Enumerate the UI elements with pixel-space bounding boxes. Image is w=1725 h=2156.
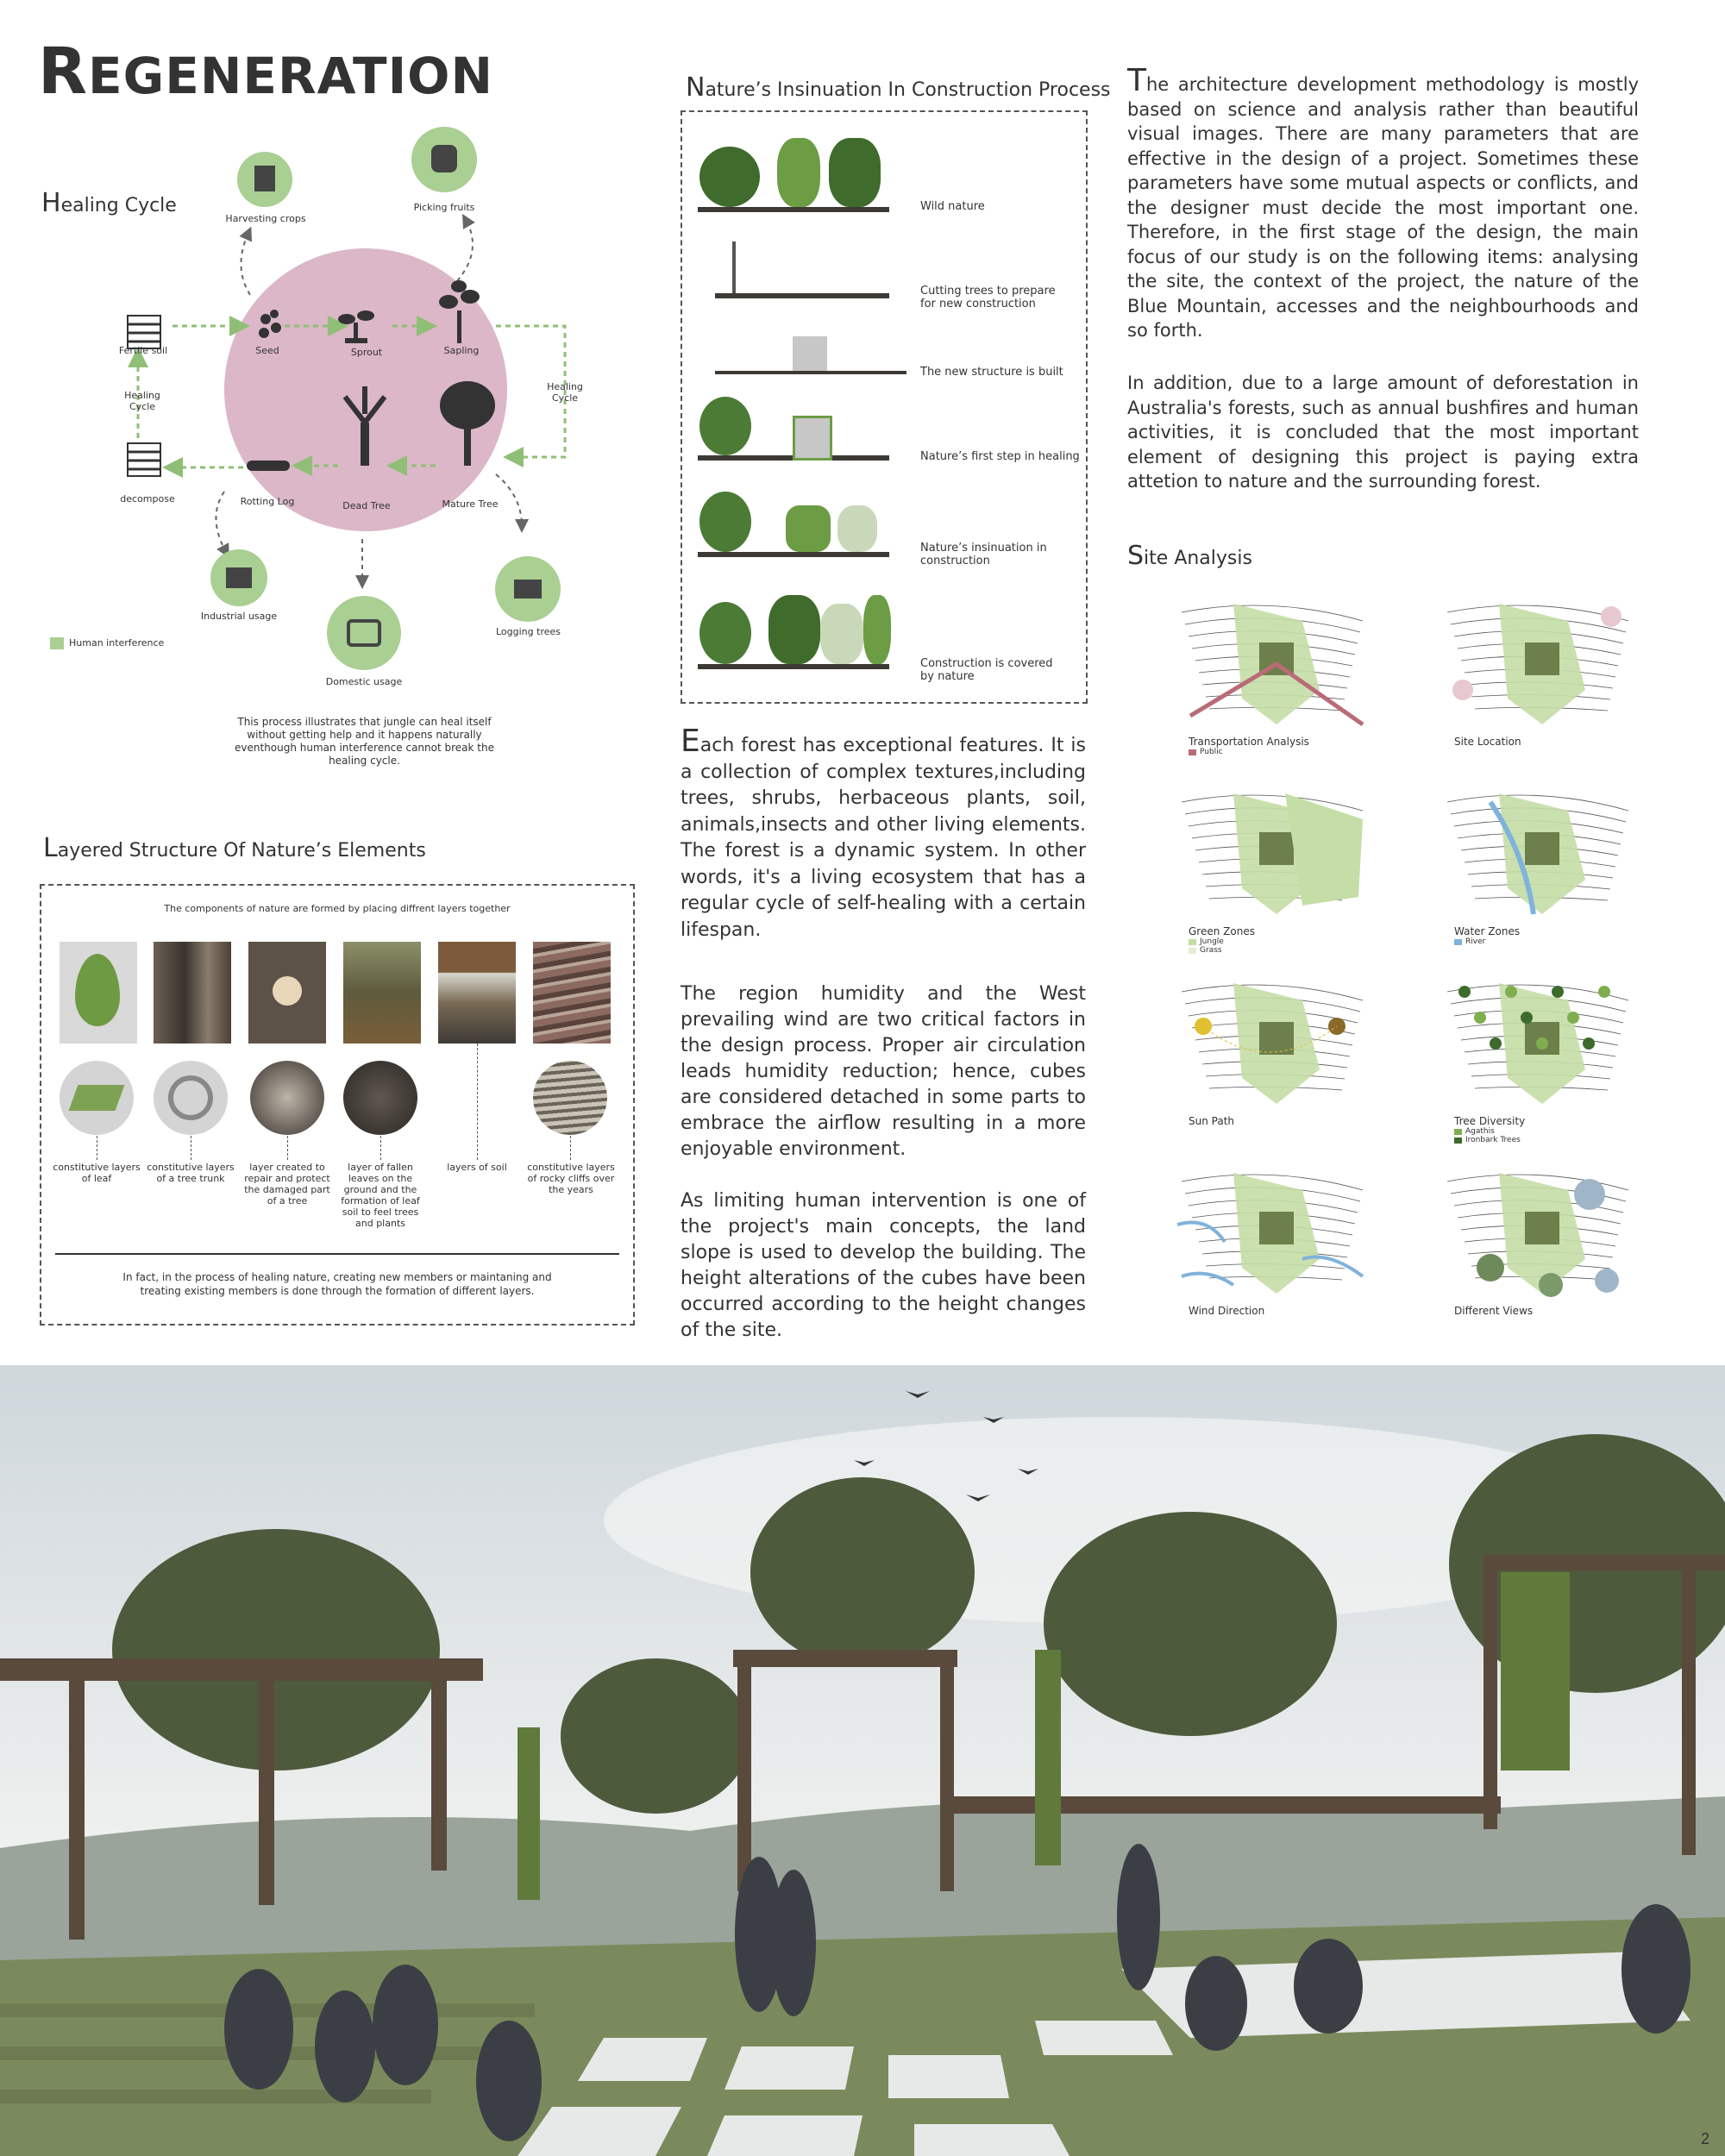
label-healing-cycle-right: Healing Cycle [547, 381, 583, 404]
site-map-2 [1173, 785, 1371, 955]
label-seed: Seed [255, 345, 279, 356]
site-map-title: Wind Direction [1189, 1305, 1265, 1317]
step-label-3: The new structure is built [920, 366, 1063, 379]
label-decompose: decompose [120, 493, 175, 505]
trunk-layers-circle [154, 1061, 228, 1135]
deforestation-paragraph: In addition, due to a large amount of deforestation in Australia's forests, such as annual bushfires and human activities, it is concluded that the most important element of designing this project is paying extra attetion to nature and the surrounding forest. [1127, 373, 1639, 492]
site-map-6 [1173, 1164, 1371, 1317]
label-dead-tree: Dead Tree [342, 500, 391, 511]
site-map-3 [1439, 785, 1637, 946]
site-map-title: Tree Diversity [1454, 1115, 1526, 1127]
leaf-soil-circle [343, 1061, 417, 1135]
courtyard-rendering [0, 1365, 1725, 2156]
label-sprout: Sprout [350, 347, 383, 358]
healing-cycle-caption: This process illustrates that jungle can heal itself without getting help and it happens naturally eventhough human interference cannot break the healing cycle. [235, 716, 494, 767]
site-map-title: Green Zones [1189, 925, 1255, 937]
healing-cycle-heading: Healing Cycle [41, 188, 177, 218]
site-map-1 [1439, 595, 1637, 748]
site-map-title: Different Views [1454, 1305, 1534, 1317]
label-logging: Logging trees [496, 626, 561, 637]
site-map-legend: Public [1189, 748, 1371, 756]
layer-label-soil: layers of soil [447, 1162, 507, 1173]
layer-label-repair: layer created to repair and protect the damaged part of a tree [244, 1162, 330, 1206]
site-map-title: Transportation Analysis [1189, 736, 1309, 748]
layers-footer: In fact, in the process of healing nature, creating new members or maintaning and treating existing members is done through the formation of different layers. [122, 1271, 552, 1297]
layers-heading: Layered Structure Of Nature’s Elements [43, 833, 426, 863]
legend-swatch [50, 637, 64, 649]
leaf-layers-circle [60, 1061, 134, 1135]
layer-label-leaf: constitutive layers of leaf [53, 1162, 141, 1184]
step-label-6: Construction is covered by nature [920, 657, 1053, 683]
step-label-4: Nature’s first step in healing [920, 450, 1080, 463]
site-map-0 [1173, 595, 1371, 756]
label-domestic: Domestic usage [325, 676, 403, 687]
decompose-icon [128, 443, 160, 476]
layer-label-rock: constitutive layers of rocky cliffs over the years [527, 1162, 615, 1195]
forest-paragraph: Each forest has exceptional features. It is a collection of complex textures,including trees, shrubs, herbaceous plants, soil, animals,insects and other living elements. The forest is a dynamic system. In other words, it's a living ecosystem that has a regular cycle of self-healing with a certain lifespan. [681, 724, 1086, 941]
layers-box [40, 884, 635, 1326]
site-map-legend: Grass [1189, 946, 1371, 955]
label-harvesting: Harvesting crops [225, 213, 306, 224]
site-map-5 [1439, 975, 1637, 1144]
trunk-photo [154, 942, 231, 1044]
fertile-soil-icon [128, 316, 160, 348]
rocky-cliff-photo [533, 942, 611, 1044]
label-industrial: Industrial usage [200, 611, 278, 622]
site-map-title: Sun Path [1189, 1115, 1235, 1127]
soil-photo [438, 942, 516, 1044]
repair-layer-circle [250, 1061, 324, 1135]
layers-divider [55, 1253, 619, 1255]
site-map-legend: Ironbark Trees [1454, 1136, 1637, 1144]
site-analysis-heading: Site Analysis [1127, 541, 1252, 571]
step-label-2: Cutting trees to prepare for new construction [920, 285, 1056, 310]
methodology-paragraph: The architecture development methodology is mostly based on science and analysis rather than beautiful visual images. There are many parameters that are effective in the design of a project. Sometimes these parameters have some mutual aspects or conflicts, and the designer must decide the most important one. Therefore, in the first stage of the design, the main focus of our study is on the following items: analysing the site, the context of the project, the nature of the Blue Mountain, accesses and the neighbourhoods and so forth. [1127, 63, 1639, 341]
damaged-tree-photo [248, 942, 326, 1044]
layer-label-trunk: constitutive layers of a tree trunk [147, 1162, 235, 1184]
label-rotting-log: Rotting Log [240, 496, 295, 507]
page-number: 2 [1701, 2130, 1710, 2147]
site-map-title: Site Location [1454, 736, 1521, 748]
label-healing-cycle-left: Healing Cycle [124, 390, 160, 412]
label-fertile-soil: Fertile soil [118, 345, 168, 356]
insinuation-box [681, 110, 1088, 704]
layer-label-leaf-soil: layer of fallen leaves on the ground and the formation of leaf soil to feel trees and plants [341, 1162, 420, 1229]
humidity-paragraph: The region humidity and the West prevailing wind are two critical factors in the design process. Proper air circulation leads humidity reduction; hence, cubes are considered detached in some parts to embrace the airflow resulting in a more enjoyable environment. [681, 983, 1086, 1160]
rotting-log-icon [247, 461, 290, 471]
rock-layers-circle [533, 1061, 607, 1135]
layers-intro: The components of nature are formed by placing diffrent layers together [164, 903, 511, 914]
site-map-title: Water Zones [1454, 925, 1521, 937]
step-label-1: Wild nature [920, 200, 985, 213]
insinuation-heading: Nature’s Insinuation In Construction Process [686, 72, 1111, 103]
site-map-legend: River [1454, 937, 1637, 946]
leaf-photo [60, 942, 137, 1044]
fallen-leaves-photo [343, 942, 421, 1044]
domestic-usage-icon [327, 596, 401, 670]
label-mature-tree: Mature Tree [442, 498, 499, 510]
site-map-legend: Agathis [1454, 1127, 1637, 1136]
site-map-7 [1439, 1164, 1637, 1317]
label-sapling: Sapling [443, 345, 480, 356]
legend-label: Human interference [69, 637, 165, 649]
site-map-4 [1173, 975, 1371, 1127]
site-map-legend: Jungle [1189, 937, 1371, 946]
healing-cycle-diagram [0, 112, 621, 716]
label-picking: Picking fruits [413, 202, 475, 213]
slope-paragraph: As limiting human intervention is one of the project's main concepts, the land slope is used to develop the building. The height alterations of the cubes have been occurred according to the height changes of the site. [681, 1190, 1086, 1341]
step-label-5: Nature’s insinuation in construction [920, 542, 1047, 567]
page-title: REGENERATION [38, 34, 494, 109]
